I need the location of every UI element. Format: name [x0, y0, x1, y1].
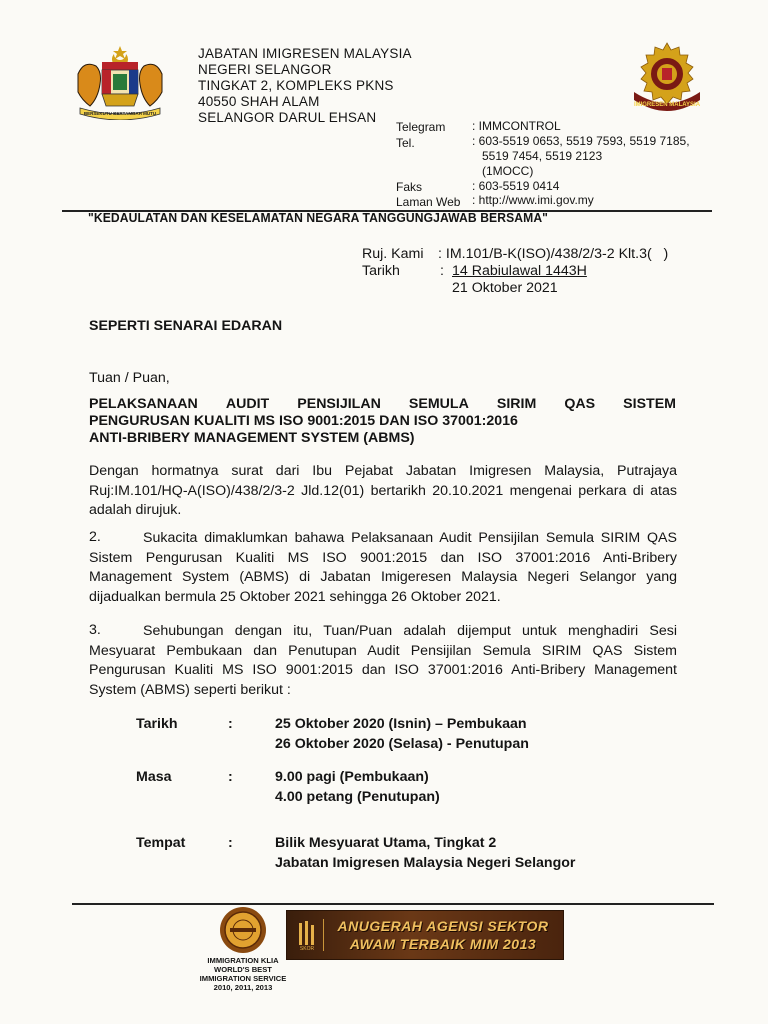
ref-label: Ruj. Kami — [362, 246, 424, 262]
footer-rule — [72, 903, 714, 905]
award-line3: IMMIGRATION SERVICE — [199, 974, 287, 983]
schedule-time-line1: 9.00 pagi (Pembukaan) — [275, 769, 429, 785]
schedule-date-line2: 26 Oktober 2020 (Selasa) - Penutupan — [275, 736, 529, 752]
award-line4: 2010, 2011, 2013 — [213, 983, 273, 992]
award-banner — [286, 910, 564, 960]
banner-logo-text: SKOR — [299, 946, 315, 951]
web-label: Laman Web — [396, 195, 461, 209]
subject-word: SIRIM — [496, 396, 537, 412]
subject-line3: ANTI-BRIBERY MANAGEMENT SYSTEM (ABMS) — [89, 430, 415, 446]
paragraph-3-number: 3. — [89, 622, 101, 638]
paragraph-3: Sehubungan dengan itu, Tuan/Puan adalah dijemput untuk menghadiri Sesi Mesyuarat Pembukaan dan Penutupan Audit Pensijilan Semula SIRIM QAS Sistem Pengurusan Kualiti MS ISO 9001:2015 dan ISO 37001:2016 Anti-Bribery Management System (ABMS) seperti berikut : — [89, 623, 677, 698]
date-hijri: 14 Rabiulawal 1443H — [452, 263, 587, 279]
tel-line1: : 603-5519 0653, 5519 7593, 5519 7185, — [472, 134, 690, 148]
subject-line1 — [89, 396, 676, 412]
schedule-place-colon: : — [228, 835, 233, 851]
date-label: Tarikh — [362, 263, 400, 279]
subject-word: PENSIJILAN — [297, 396, 381, 412]
subject-word: AUDIT — [225, 396, 270, 412]
telegram-label: Telegram — [396, 120, 446, 134]
award-line1: IMMIGRATION KLIA — [207, 956, 279, 965]
subject-word: PELAKSANAAN — [89, 396, 198, 412]
tel-line3: (1MOCC) — [482, 164, 534, 178]
schedule-date-label: Tarikh — [136, 716, 178, 732]
schedule-time-label: Masa — [136, 769, 172, 785]
jata-negara-crest — [70, 44, 170, 120]
agency-floor: TINGKAT 2, KOMPLEKS PKNS — [198, 78, 394, 93]
telegram-value: : IMMCONTROL — [472, 119, 561, 133]
schedule-time-colon: : — [228, 769, 233, 785]
schedule-place-line2: Jabatan Imigresen Malaysia Negeri Selangor — [275, 855, 576, 871]
imigresen-seal — [630, 42, 704, 116]
paragraph-2: Sukacita dimaklumkan bahawa Pelaksanaan Audit Pensijilan Semula SIRIM QAS Sistem Pengurusan Kualiti MS ISO 9001:2015 dan ISO 37001:2016 Anti-Bribery Management System (ABMS) di Jabatan Imigeresen Malaysia Negeri Selangor yang dijadualkan bermula 25 Oktober 2021 sehingga 26 Oktober 2021. — [89, 530, 677, 605]
schedule-time-line2: 4.00 petang (Penutupan) — [275, 789, 440, 805]
subject-line2: PENGURUSAN KUALITI MS ISO 9001:2015 DAN ISO 37001:2016 — [89, 413, 518, 429]
schedule-place-line1: Bilik Mesyuarat Utama, Tingkat 2 — [275, 835, 497, 851]
seal-caption: IMIGRESEN MALAYSIA — [633, 102, 701, 108]
agency-region: SELANGOR DARUL EHSAN — [198, 110, 377, 125]
banner-line1: ANUGERAH AGENSI SEKTOR — [337, 918, 549, 934]
tel-line2: 5519 7454, 5519 2123 — [482, 149, 603, 163]
web-value[interactable]: : http://www.imi.gov.my — [472, 193, 594, 207]
salutation: Tuan / Puan, — [89, 370, 170, 386]
date-colon: : — [440, 263, 444, 279]
paragraph-2-number: 2. — [89, 529, 101, 545]
paragraph-1: Dengan hormatnya surat dari Ibu Pejabat Jabatan Imigresen Malaysia, Putrajaya Ruj:IM.101/HQ-A(ISO)/438/2/3-2 Jld.12(01) bertarikh 20.10.2021 mengenai perkara di atas adalah dirujuk. — [89, 463, 677, 518]
subject-word: QAS — [564, 396, 596, 412]
agency-postcode: 40550 SHAH ALAM — [198, 94, 320, 109]
agency-name: JABATAN IMIGRESEN MALAYSIA — [198, 46, 412, 61]
fax-value: : 603-5519 0414 — [472, 179, 560, 193]
subject-word: SEMULA — [408, 396, 469, 412]
banner-line2: AWAM TERBAIK MIM 2013 — [349, 936, 537, 952]
tel-label: Tel. — [396, 136, 415, 150]
agency-state: NEGERI SELANGOR — [198, 62, 332, 77]
schedule-date-line1: 25 Oktober 2020 (Isnin) – Pembukaan — [275, 716, 527, 732]
banner-logo — [293, 919, 324, 951]
subject-word: SISTEM — [623, 396, 676, 412]
crest-motto: BERSEKUTU BERTAMBAH MUTU — [83, 111, 157, 116]
fax-label: Faks — [396, 180, 423, 194]
schedule-place-label: Tempat — [136, 835, 186, 851]
ref-value: : IM.101/B-K(ISO)/438/2/3-2 Klt.3( ) — [438, 246, 669, 262]
schedule-date-colon: : — [228, 716, 233, 732]
motto: "KEDAULATAN DAN KESELAMATAN NEGARA TANGGUNGJAWAB BERSAMA" — [88, 211, 549, 225]
date-gregorian: 21 Oktober 2021 — [452, 280, 558, 296]
award-line2: WORLD'S BEST — [214, 965, 272, 974]
award-emblem — [216, 905, 270, 955]
recipient: SEPERTI SENARAI EDARAN — [89, 318, 283, 334]
